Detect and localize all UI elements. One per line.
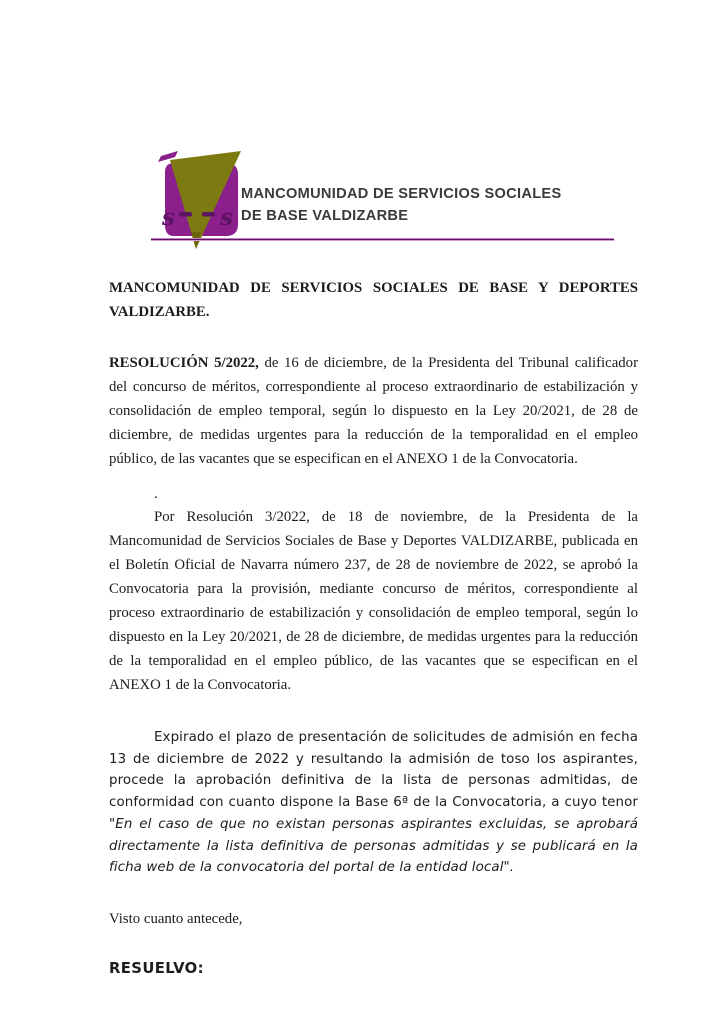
admission-paragraph [109,727,638,879]
text-run: . [154,486,158,502]
text-run: Por Resolución 3/2022, de 18 de noviembre, de la Presidenta de la Mancomunidad de Servicios Sociales de Base y Deportes VALDIZARBE, publicada en el Boletín Oficial de Navarra número 237, de 28 de noviembre de 2022, se aprobó la Convocatoria para la provisión, mediante concurso de méritos, correspondiente al proceso extraordinario de estabilización y consolidación de empleo temporal, según lo dispuesto en la Ley 20/2021, de 28 de diciembre, de medidas urgentes para la reducción de la temporalidad en el empleo público, de las vacantes que se especifican en el ANEXO 1 de la Convocatoria. [109,509,638,693]
logo-dash-left [179,212,192,217]
stray-period [109,486,638,502]
logo-dash-right [202,212,215,217]
text-run: RESOLUCIÓN 5/2022, [109,355,259,371]
org-name-line2: DE BASE VALDIZARBE [241,207,409,224]
org-name-line1: MANCOMUNIDAD DE SERVICIOS SOCIALES [241,186,562,202]
text-run: Expirado el plazo de presentación de solicitudes de admisión en fecha 13 de diciembre de 2022 y resultando la admisión de toso los aspirantes, procede la aprobación definitiva de la lista de personas admitidas, de conformidad con cuanto dispone la Base 6ª de la Convocatoria, a cuyo tenor [109,730,638,811]
resuelvo-heading [109,958,638,980]
header-rule [151,238,614,241]
text-run: Visto cuanto antecede, [109,910,243,927]
text-run: MANCOMUNIDAD DE SERVICIOS SOCIALES DE BASE Y DEPORTES VALDIZARBE. [109,280,638,320]
text-run: RESUELVO: [109,959,204,977]
resolution-paragraph [109,351,638,471]
text-run: de 16 de diciembre, de la Presidenta del Tribunal calificador del concurso de méritos, correspondiente al proceso extraordinario de estabilización y consolidación de empleo temporal, según lo dispuesto en la Ley 20/2021, de 28 de diciembre, de medidas urgentes para la reducción de la temporalidad en el empleo público, de las vacantes que se especifican en el ANEXO 1 de la Convocatoria. [109,355,638,467]
logo-letter-s-left: s [162,204,175,231]
org-title [109,276,638,324]
visto-line [109,907,638,931]
logo-letter-s-right: s [220,204,233,231]
document-body [109,276,638,980]
org-name-block [241,184,641,227]
background-paragraph [109,505,638,697]
text-run: "En el caso de que no existan personas aspirantes excluidas, se aprobará directamente la lista definitiva de personas admitidas y se publicará en la ficha web de la convocatoria del portal de la entidad local". [109,816,638,876]
